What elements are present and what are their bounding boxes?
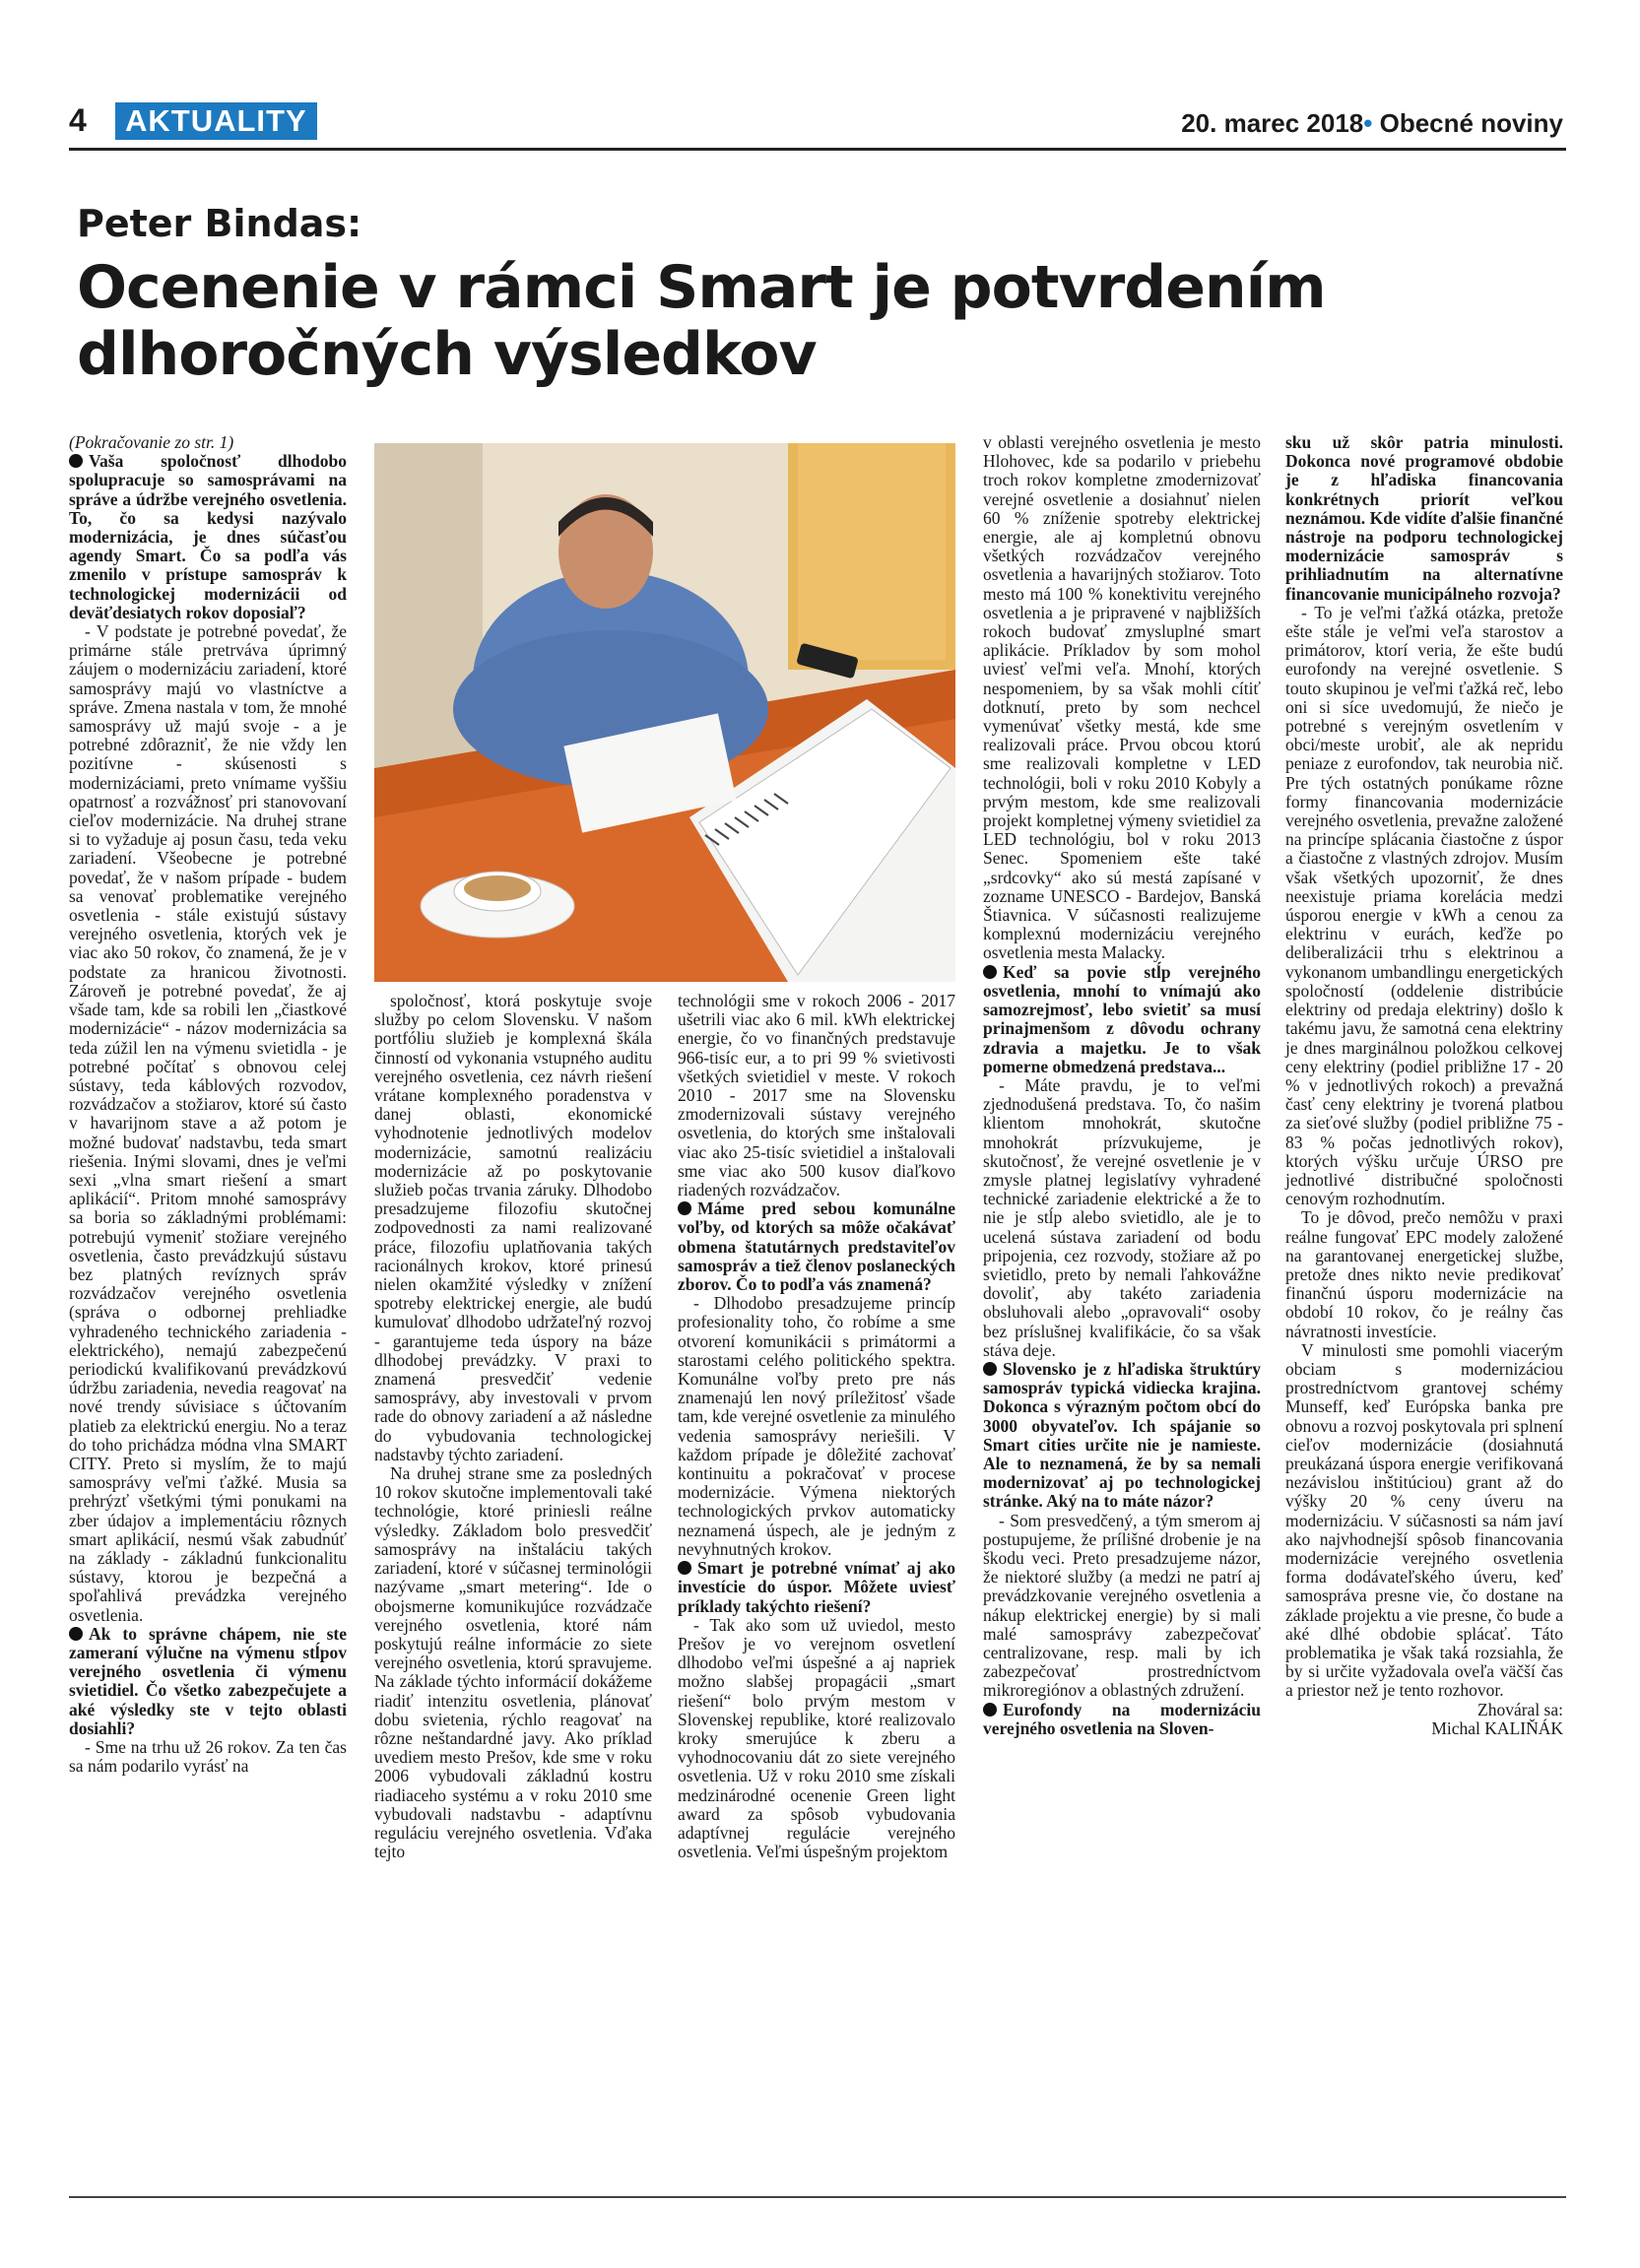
separator-dot: • bbox=[1363, 108, 1373, 138]
answer: - Som presvedčený, a tým smerom aj postupujeme, že prílišné drobenie je na škodu veci. Preto presadzujeme názor, že niektoré služby (a medzi ne patrí aj prevádzkovanie verejného osvetlenia a nákup elektrickej energie) by si mali malé samosprávy zabezpečovať centralizovane, resp. mali by ich zabezpečovať prostredníctvom mikroregiónov a oblastných združení. bbox=[983, 1510, 1261, 1701]
interview-photo bbox=[374, 443, 955, 982]
bullet-icon bbox=[678, 1201, 691, 1215]
bullet-icon bbox=[678, 1561, 691, 1575]
byline-author: Michal KALIŇÁK bbox=[1431, 1717, 1563, 1738]
answer: - V podstate je potrebné povedať, že primárne stále pretrváva úprimný záujem o modernizáciu zariadení, ktoré samosprávy majú vo vlastníctve a správe. Zmena nastala v tom, že mnohé samosprávy už majú svoje - a je potrebné zdôrazniť, že nie vždy len pozitívne - skúsenosti s modernizáciami, preto vnímame vyššiu opatrnosť a rozvážnosť pri stanovovaní cieľov modernizácie. Na druhej strane si to vyžaduje aj posun času, teda veku zariadení. Všeobecne je potrebné povedať, že v našom prípade - budem sa venovať problematike verejného osvetlenia - stále existujú sústavy verejného osvetlenia, ktorých vek je viac ako 50 rokov, čo znamená, že je v podstate za hranicou životnosti. Zároveň je potrebné povedať, že aj všade tam, kde sa robili len „čiastkové modernizácie“ - názov modernizácia sa teda zúžil len na výmenu svietidla - je potrebné počítať s obnovou celej sústavy, teda káblových rozvodov, rozvádzačov a stožiarov, ktoré sú často v havarijnom stave a až potom je možné budovať nadstavbu, teda smart riešenia. Inými slovami, dnes je veľmi sexi „vlna smart riešení a smart aplikácií“. Pritom mnohé samosprávy sa boria so základnými problémami: potrebujú vymeniť stožiare verejného osvetlenia, často prevádzkujú sústavu bez platných revíznych správ rozvádzačov verejného osvetlenia (správa o odbornej prehliadke vyhradeného technického zariadenia - elektrického), nemajú zabezpečenú periodickú kvalifikovanú prevádzkovú údržbu zariadenia, nevedia reagovať na nové trendy súvisiace s účtovaním platieb za elektrickú energiu. No a teraz do toho prichádza módna vlna SMART CITY. Preto si myslím, že to majú samosprávy veľmi ťažké. Musia sa prehrýzť všetkými tými ponukami na zber údajov a implementáciu rôznych smart aplikácií, nesmú však zabudnúť na základy - základnú funkcionalitu sústavy, ktorou je bezpečná a spoľahlivá prevádzka verejného osvetlenia. bbox=[69, 621, 347, 1625]
bullet-icon bbox=[69, 1627, 83, 1641]
question: Keď sa povie stĺp verejného osvetlenia, mnohí to vnímajú ako samozrejmosť, lebo svietiť sa musí prinajmenšom z dôvodu ochrany zdravia a majetku. Je to však pomerne obmedzená predstava... bbox=[983, 961, 1261, 1076]
article-title: Ocenenie v rámci Smart je potvrdením dlhoročných výsledkov bbox=[77, 253, 1326, 389]
column-5 bbox=[1285, 433, 1563, 1738]
byline-label: Zhováral sa: bbox=[1477, 1699, 1563, 1719]
answer: - Dlhodobo presadzujeme princíp profesionality toho, čo robíme a sme otvorení komunikácii s primátormi a starostami celého politického spektra. Komunálne voľby preto pre nás znamenajú len nový príležitosť všade tam, kde verejné osvetlenie za minulého vedenia samosprávy neriešili. V každom prípade je dôležité zachovať kontinuitu a pokračovať v procese modernizácie. Výmena niektorých technologických prvkov automaticky neznamená úspech, ale je jedným z nevyhnutných krokov. bbox=[678, 1293, 955, 1559]
question: Slovensko je z hľadiska štruktúry samospráv typická vidiecka krajina. Dokonca s výrazným počtom obcí do 3000 obyvateľov. Ich spájanie so Smart cities určite nie je namieste. Ale to neznamená, že by sa nemali modernizovať aj po technologickej stránke. Aký na to máte názor? bbox=[983, 1358, 1261, 1512]
column-1 bbox=[69, 433, 347, 1776]
answer: v oblasti verejného osvetlenia je mesto Hlohovec, kde sa podarilo v priebehu troch rokov kompletne zmodernizovať verejné osvetlenie a dosiahnuť nielen 60 % zníženie spotreby elektrickej energie, ale aj kompletnú obnovu všetkých rozvádzačov verejného osvetlenia a havarijných stožiarov. Toto mesto má 100 % konektivitu verejného osvetlenia a je pripravené v najbližších rokoch budovať zmysluplné smart aplikácie. Príkladov by som mohol uviesť veľmi veľa. Mnohí, ktorých nespomeniem, by sa však mohli cítiť dotknutí, preto by som nechcel vymenúvať všetky mestá, kde sme realizovali práce. Prvou obcou ktorú sme realizovali kompletne v LED technológii, boli v roku 2010 Kobyly a prvým mestom, kde sme realizovali projekt kompletnej výmeny svietidiel za LED technológiu, bol v roku 2013 Senec. Spomeniem ešte také „srdcovky“ ako sú mestá zapísané v zozname UNESCO - Bardejov, Banská Štiavnica. V súčasnosti realizujeme komplexnú modernizáciu verejného osvetlenia mesta Malacky. bbox=[983, 432, 1261, 963]
answer: - Tak ako som už uviedol, mesto Prešov je vo verejnom osvetlení dlhodobo veľmi úspešné a aj napriek možno slabšej propagácii „smart riešení“ bolo prvým mestom v Slovenskej republike, ktoré realizovalo kroky smerujúce k zberu a vyhodnocovaniu dát zo siete verejného osvetlenia. Už v roku 2010 sme získali medzinárodné ocenenie Green light award za spôsob vybudovania adaptívnej regulácie verejného osvetlenia. Veľmi úspešným projektom bbox=[678, 1614, 955, 1862]
question: Máme pred sebou komunálne voľby, od ktorých sa môže očakávať obmena štatutárnych predstaviteľov samospráv a tiež členov poslaneckých zborov. Čo to podľa vás znamená? bbox=[678, 1199, 955, 1295]
answer: To je dôvod, prečo nemôžu v praxi reálne fungovať EPC modely založené na garantovanej energetickej službe, pretože dnes nikto nevie predikovať finančnú úsporu modernizácie na období 10 rokov, čo je reálny čas návratnosti investície. bbox=[1285, 1207, 1563, 1341]
answer: - To je veľmi ťažká otázka, pretože ešte stále je veľmi veľa starostov a primátorov, ktorí veria, že ešte budú eurofondy na verejné osvetlenie. S touto skupinou je veľmi ťažká reč, lebo oni si síce uvedomujú, že niečo je potrebné s verejným osvetlením v obci/meste urobiť, ale ak nepridu peniaze z eurofondov, tak neurobia nič. Pre tých ostatných ponúkame rôzne formy financovania modernizácie verejného osvetlenia, prevažne založené na princípe splácania čiastočne z úspor a čiastočne z vlastných zdrojov. Musím však všetkých upozorniť, že dnes neexistuje priama korelácia medzi úsporou energie v kWh a cenou za elektrinu v eurách, keďže po deliberalizácii trhu s elektrinou a vykonanom umbandlingu energetických spoločností (oddelenie distribúcie elektriny od predaja elektriny) došlo k takému javu, že samotná cena elektriny je dnes marginálnou položkou celkovej ceny elektriny (podiel približne 17 - 20 % v jednotlivých rokoch) a prevažná časť ceny elektriny je tvorená platbou za sieťové služby (podiel približne 75 - 83 % počas jednotlivých rokov), ktorých výšku určuje ÚRSO pre jednotlivé distribučné spoločnosti cenovým rozhodnutím. bbox=[1285, 602, 1563, 1209]
publication-name: Obecné noviny bbox=[1379, 108, 1563, 138]
issue-date: 20. marec 2018 bbox=[1181, 108, 1364, 138]
answer: V minulosti sme pomohli viacerým obciam s modernizáciou prostredníctvom grantovej schémy Munseff, keď Európska banka pre obnovu a rozvoj poskytovala pri splnení cieľov modernizácie (dosiahnutá preukázaná úspora energie verifikovaná nezávislou inštitúciou) grant až do výšky 20 % ceny úveru na modernizáciu. V súčasnosti sa nám javí ako najvhodnejší spôsob financovania modernizácie verejného osvetlenia forma dodávateľského úveru, keď samospráva presne vie, čo dostane na základe projektu a vie presne, čo bude a aké dlhé obdobie splácať. Táto problematika je však taká rozsiahla, že by si určite vyžadovala oveľa väčší čas a priestor než je tento rozhovor. bbox=[1285, 1339, 1563, 1701]
photo-man-at-desk-icon bbox=[374, 443, 955, 982]
footer-rule bbox=[69, 2196, 1566, 2198]
answer: - Sme na trhu už 26 rokov. Za ten čas sa nám podarilo vyrásť na bbox=[69, 1737, 347, 1777]
bullet-icon bbox=[69, 454, 83, 468]
issue-info bbox=[1181, 108, 1563, 139]
continuation-note: (Pokračovanie zo str. 1) bbox=[69, 432, 234, 452]
bullet-icon bbox=[983, 1362, 997, 1376]
section-label: AKTUALITY bbox=[115, 102, 317, 140]
question-continued: sku už skôr patria minulosti. Dokonca nové programové obdobie je z hľadiska financovania konkrétnych priorít veľkou neznámou. Kde vidíte ďalšie finančné nástroje na podporu technologickej modernizácie samospráv s prihliadnutím na alternatívne financovanie municipálneho rozvoja? bbox=[1285, 432, 1563, 604]
question: Ak to správne chápem, nie ste zameraní výlučne na výmenu stĺpov verejného osvetlenia či výmenu svietidiel. Čo všetko zabezpečujete a aké výsledky ste v tejto oblasti dosiahli? bbox=[69, 1623, 347, 1738]
page-number: 4 bbox=[69, 102, 87, 138]
answer: technológii sme v rokoch 2006 - 2017 ušetrili viac ako 6 mil. kWh elektrickej energie, čo vo finančných predstavuje 966-tisíc eur, a to pri 99 % svietivosti všetkých svietidiel v meste. V rokoch 2010 - 2017 sme na Slovensku zmodernizovali sústavy verejného osvetlenia, do ktorých sme inštalovali viac ako 25-tisíc svietidiel a inštalovali sme viac ako 500 kusov diaľkovo riadených rozvádzačov. bbox=[678, 991, 955, 1200]
answer: spoločnosť, ktorá poskytuje svoje služby po celom Slovensku. V našom portfóliu služieb je komplexná škála činností od vykonania vstupného auditu verejného osvetlenia, cez návrh riešení vrátane komplexného poradenstva v danej oblasti, ekonomické vyhodnotenie jednotlivých modelov modernizácie, samotnú realizáciu modernizácie až po poskytovanie služieb počas trvania záruky. Dlhodobo presadzujeme filozofiu skutočnej zodpovednosti za nami realizované práce, filozofiu uplatňovania takých racionálnych krokov, ktoré prinesú nielen okamžité výsledky v znížení spotreby elektrickej energie, ale budú kumulovať dlhodobo udržateľný rozvoj - garantujeme teda úspory na báze dlhodobej prevádzky. V praxi to znamená presvedčiť vedenie samosprávy, aby investovali v prvom rade do obnovy zariadení a až následne do vybudovania technologickej nadstavby týchto zariadení. bbox=[374, 991, 652, 1464]
column-4 bbox=[983, 433, 1261, 1738]
article-kicker: Peter Bindas: bbox=[77, 202, 362, 245]
question: Vaša spoločnosť dlhodobo spolupracuje so samosprávami na správe a údržbe verejného osvetlenia. To, čo sa kedysi nazývalo modernizácia, je dnes súčasťou agendy Smart. Čo sa podľa vás zmenilo v prístupe samospráv k technologickej modernizácii od deväťdesiatych rokov doposiaľ? bbox=[69, 451, 347, 622]
question: Smart je potrebné vnímať aj ako investície do úspor. Môžete uviesť príklady takýchto riešení? bbox=[678, 1558, 955, 1616]
answer: Na druhej strane sme za posledných 10 rokov skutočne implementovali také technológie, ktoré priniesli reálne výsledky. Základom bolo presvedčiť samosprávy na inštaláciu takých zariadení, ktoré v súčasnej terminológii nazývame „smart metering“. Ide o obojsmerne komunikujúce rozvádzače verejného osvetlenia, ktoré nám poskytujú reálne informácie zo siete verejného osvetlenia, ktorú spravujeme. Na základe týchto informácií dokážeme riadiť intenzitu osvetlenia, plánovať dobu svietenia, rýchlo reagovať na rôzne neštandardné javy. Ako príklad uvediem mesto Prešov, kde sme v roku 2006 vybudovali základnú kostru riadiaceho systému a v roku 2010 sme vybudovali nadstavbu - adaptívnu reguláciu verejného osvetlenia. Vďaka tejto bbox=[374, 1463, 652, 1862]
column-3 bbox=[678, 992, 955, 1861]
bullet-icon bbox=[983, 1703, 997, 1717]
column-2 bbox=[374, 992, 652, 1861]
answer: - Máte pravdu, je to veľmi zjednodušená predstava. To, čo našim klientom mnohokrát, skutočne mnohokrát prízvukujeme, je skutočnosť, že verejné osvetlenie je v zmysle platnej legislatívy vyhradené technické zariadenie elektrické a že to nie je stĺp alebo svietidlo, ale je to ucelená sústava zariadení od bodu pripojenia, cez rozvody, stožiare až po svietidlo, preto by nemali ľahkovážne dovoliť, aby takéto zariadenia obsluhovali alebo „opravovali“ osoby bez príslušnej kvalifikácie, čo sa však stáva deje. bbox=[983, 1074, 1261, 1360]
header-rule bbox=[69, 148, 1566, 151]
question: Eurofondy na modernizáciu verejného osvetlenia na Sloven- bbox=[983, 1699, 1261, 1738]
bullet-icon bbox=[983, 965, 997, 979]
